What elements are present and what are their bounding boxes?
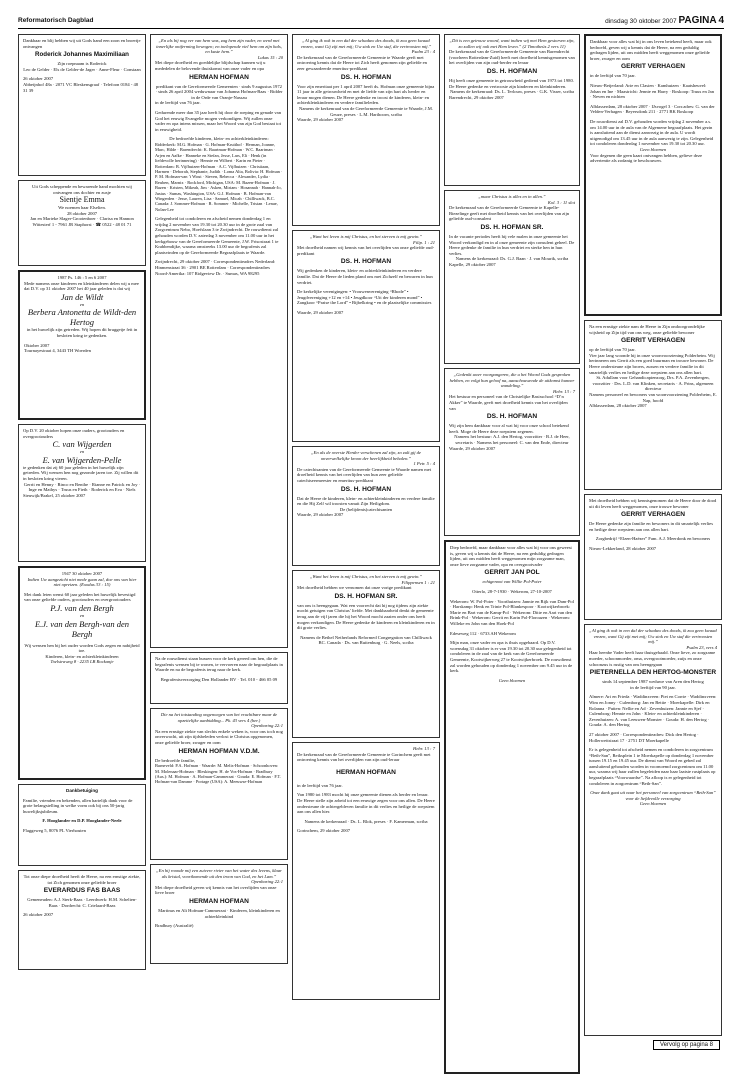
ad-name: GERRIT VERHAGEN [620, 511, 686, 519]
continued-on-page-link[interactable]: Vervolg op pagina 8 [653, 1040, 720, 1050]
page-label: PAGINA [678, 15, 717, 26]
ad-callname: Zijn roepnaam is Roderick [57, 61, 107, 67]
ad-address: Waarde, 29 oktober 2007 [449, 445, 496, 451]
ad-address: Zwijndrecht, 29 oktober 2007 · Correspondentieadres Nederland: Hinmenstraat 36 · 2901 BE Rotterdam · Correspondentieadres Noord-Amerika: 107 Ridgeview Dr. · Sumas, WA 98295 [155, 259, 276, 276]
ad-and: en [79, 449, 85, 455]
thanks-ad-hooglander [18, 784, 146, 866]
ad-text: te gedenken dat zij 60 jaar geleden in het huwelijk zijn getreden. Wij wensen hen nog gezonde jaren toe. Zij willen dit in besloten kring vieren. [23, 464, 139, 481]
ad-signature: De (belijdenis)catechisanten [339, 506, 393, 512]
ad-address: Kapelle, 29 oktober 2007 [449, 261, 496, 267]
ad-body: Voor zijn emeritaat per 1 april 2007 heeft ds. Hofman onze gemeente bijna 11 jaar in alle getrouwheid en met de liefde van zijn hart als herder en leraar mogen dienen. De Heere gedenke en troost de kinderen, klein- en achterkleinkinderen en verdere familieleden. [297, 83, 435, 106]
ad-intro: Uit Gods scheppende en bewarende hand mochten wij ontvangen ons dochter en zusje [32, 184, 132, 195]
ad-note: Geen bloemen [498, 677, 526, 683]
ad-body-2: Gelegenheid tot condoleren en afscheid nemen donderdag 1 en vrijdag 2 november van 19.30 tot 20.30 uur in de grote zaal van Zorgcentrum Nebo, Hoefslaan 3 te Zwijndrecht. De rouwdienst zal gehouden worden D.V. zaterdag 3 november om 11.00 uur in het kerkgebouw van de Gereformeerde Gemeente, J.W. Frisostraat 1 te Krabbendijke, waarna omstreeks 13.00 uur de begrafenis zal plaatsvinden op de Gereformeerde Begraafplaats te Waarde. [155, 216, 279, 255]
ad-name: HERMAN HOFMAN [189, 73, 249, 81]
ad-address: Alblasserdam, 28 oktober 2007 · IJsvogel 3 · Corr.adres: G. van der Velden-Verhagen · Beyersdonk 211 · 2771 BK Boskoop [590, 103, 715, 115]
ad-subtitle: echtgenoot van Willie Pol-Poter [482, 579, 542, 585]
ad-address: Flaggeweg 5, 8076 PL Vierhouten [23, 827, 86, 833]
obituary-ad-barendrecht [444, 34, 580, 186]
ad-verse-ref: Kol. 3 : 11 slot [547, 199, 575, 205]
ad-title: Dankbetuiging [66, 788, 98, 793]
ad-verse: „Want het leven is mij Christus, en het sterven is mij gewin.” [309, 234, 423, 239]
page-info [605, 15, 724, 26]
ad-address: Bradbury (Australië) [155, 923, 194, 929]
column-5 [584, 34, 722, 1040]
ad-body: Wij zijn hem dankbaar voor al wat hij voor onze school betekend heeft. Moge de Heere deze roepstem zegenen. [449, 423, 569, 434]
ad-address: 27 oktober 2007 · Correspondentieadres: Dick den Hertog · Hollerwettstraat 17 · 2751 DT Moerkapelle [589, 731, 699, 743]
ad-intro: De kerkenraad van de Gereformeerde Gemeente te Kapelle-Biezelinge geeft met droefheid kennis van het overlijden van zijn geliefde oud-consulent [449, 205, 570, 222]
ad-family: Gemeneuden: A.J. Sterk-Baas · Leerdwerk: H.M. Schelten-Baas · Dordrecht: C. Crielaard-Baas [27, 897, 137, 908]
ad-date: Oktober 2007 [24, 342, 50, 348]
ad-verse-ref: Psalm 23 : 4 [411, 49, 435, 55]
anniversary-ad-de-wildt [18, 270, 146, 420]
column-2 [150, 34, 288, 968]
anniversary-ad-van-wijgerden [18, 424, 146, 562]
ad-age: in de leeftijd van 70 jaar. [590, 73, 636, 79]
ad-age: op de leeftijd van 70 jaar. [589, 347, 636, 353]
ad-name-1: C. van Wijgerden [52, 439, 112, 450]
ad-intro: Met dank leten wenst 60 jaar geleden het huwelijk bevestigd van onze geliefde ouders, grootouders en overgrootouders [24, 591, 136, 603]
ad-name: DS. H. HOFMAN [486, 413, 538, 421]
ad-verse-ref: Openbaring 22:1 [251, 879, 283, 885]
ad-verse-ref: Psalm 23, vers 4 [686, 644, 717, 650]
ad-family: Almere: Ari en Frieda · Waddinxveen: Piet en Corrie · Waddinxveen: Wim en Jonny · Culemborg: Jan en Bettie · Moerkapelle: Dirk en Rolanna · Putten: Nellie en Ad · Zevenhuizen: Jannie en Sjef · Culemborg: Hennie en John · Klein- en achterkleinkinderen · Zevenhuizen: A. van Leeuwen-Monster · Gouda: H. den Hertog · Gouda: A. den Hertog [589, 694, 717, 728]
ad-name-2: Berbera Antonetta de Wildt-den Hertog [27, 307, 137, 328]
ad-intro: De catechisanten van de Gereformeerde Gemeente te Waarde namen met droefheid kennis van het overlijden van hun zeer geliefde catechiseermeester en emeritus-predikant [297, 466, 432, 483]
ad-age: in de leeftijd van 76 jaar. [155, 100, 201, 106]
ad-intro: De kerkenraad van de Gereformeerde Gemeente van Barendrecht (voorheen Rotterdam-Zuid) heeft met droefheid kennisgenomen van het overlijden van zijn oud-herder en leraar [449, 49, 575, 66]
ad-callname: We noemen haar Elselien. [58, 205, 106, 211]
obituary-ad-herman-hofman-vdm [150, 708, 288, 860]
ad-verse: „En als de overste Herder verschenen zal zijn, zo zult gij de onverwelkelijke kroon der heerlijkheid behalen.” [310, 450, 422, 461]
ad-name: DS. H. HOFMAN [340, 258, 392, 266]
ad-subtitle: predikant van de Gereformeerde Gemeenten · sinds 9 augustus 1972 · sinds 26 april 2004 weduwnaar van Johanna Hofman-Baas · Bidder in de Orde van Oranje-Nassau [155, 83, 283, 100]
obituary-ad-gerrit-verhagen-family [584, 34, 722, 316]
ad-verse: „En hij roonde mij een zuivere rivier van het water des levens, klaar als kristal, voortkomende uit den troon van God, en het Lam.” [156, 868, 282, 879]
ad-list: De kerkelijke verenigingen: • Vrouwenvereniging “Rhode” • Jeugdvereniging +12 en +14 • Jeugdkoor “Uit der kinderen mond” • Zangkoor “Praise the Lord” • Bijbelkring • en de plaatselijke commissies [297, 289, 432, 306]
ad-subtitle: sinds 14 september 1987 weduwe van Aren den Hertog [602, 679, 704, 685]
ad-address: Nieuw-Lekkerland, 28 oktober 2007 [589, 545, 657, 551]
ad-body: Vier jaar lang woonde hij in onze woonvoorziening Polderheim. Wij herinneren ons Gerrit als een goed buurman en trouwe bewoner. De Heere ondersteune zijn broers, zussen en verdere familie in dit smartelijk verlies en heilige deze roepstem aan ons allen hart. [589, 352, 715, 375]
ad-intro: Dankbaar en blij hebben wij uit Gods hand een zoon en broertje ontvangen [23, 38, 141, 49]
ad-address: Wittesterf 1 - 7961 JR Staphorst · ☎ 0522 - 48 01 71 [32, 221, 132, 227]
ad-address: Barendrecht, 29 oktober 2007 [449, 94, 504, 100]
ad-body-2: Voor degenen die geen kaart ontvangen hebben, gelieve deze advertentie als zodanig te beschouwen. [590, 152, 703, 164]
ad-signature: Namens de kerkenraad van de Gereformeerde Gemeente te Waarde, J.M. Geuze, preses · L.M. Harthoorn, scriba [299, 105, 433, 117]
ad-intro: Met droefheid hebben we vernomen dat onze vorige predikant [297, 585, 412, 591]
ad-verse-ref: Hebr. 13 : 7 [553, 388, 575, 394]
ad-name: GERRIT VERHAGEN [620, 337, 686, 345]
ad-intro: Met droefheid hebben wij kennisgenomen dat de Heere door de dood uit dit leven heeft weggenomen, onze trouwe bewoner [589, 498, 717, 509]
column-1 [18, 34, 146, 974]
ad-signature: Namens de kerkenraad: Ds. G.J. Baan · J. van Mourik, scriba [455, 256, 569, 262]
ad-thanks: Onze dank gaat uit naar het personeel van zorgcentrum “Beth-San” voor de liefdevolle verzorging [590, 790, 716, 801]
ad-intro: Op D.V. 20 oktober hopen onze ouders, grootouders en overgrootouders [23, 428, 125, 439]
ad-date: 26 oktober 2007 [23, 76, 54, 82]
ad-body: De Heere gedenke zijn familie en bewoners in dit smartelijk verlies en heilige deze roepstem aan ons allen hart. [589, 521, 713, 532]
ad-signature: Zorgbedrijf “Elzen-Haëzer” Fam. A.J. Meerdonk en bewoners [595, 536, 711, 542]
ad-address: Toelstraweg 8 · 2235 LB Rockanje [50, 659, 114, 665]
obituary-ad-den-hertog-monster [584, 624, 722, 1036]
ad-subtitle: Martinus en Ali Hofman-Cammeraat · Kinderen, kleinkinderen en achterkleinkind [158, 907, 280, 919]
obituary-ad-chilliwack [292, 570, 440, 738]
ad-intro: Dankbaar voor alles wat hij in ons leven betekend heeft, maar ook bedroefd, geven wij u kennis dat de Heere, na een geduldig gedragen lijden, uit ons midden heeft weggenomen onze geliefde broer, zwager en oom [590, 39, 712, 61]
ad-verse-ref: Filippensen 1 : 21 [401, 579, 435, 585]
anniversary-ad-van-den-bergh [18, 566, 146, 780]
ad-family: Ridderkerk: M.G. Hofman · G. Hofman-Kruithof · Herman, Joanne, Marc, Hilde · Barendrecht: K. Baartman-Hofman · W.C. Baartman · Arjen en Aafke · Hanneke en Stefan, Jesse, Lars, Eli · Henk (in liefdevolle herinnering) · Hennie en Wilbert · Karin en Pieter · Rotterdam: B. Vijfhuizen-Hofman · A.C. Vijfhuizen · Christiaan, Harmen · Deborah, Stephanie, Judith · Loma Alta, Bolivia: H. Hofman · P. M. Hofman-van ’t Wout · Steven, Rebecca · Alexander, Lydia · Reuben, Marnix · Rockford, Michigan, USA: M. Bazen-Hofman · J. Bazen · Kristen, Mikeah, Jim · Asken, Miriam · Hosannah · Hannah-Jo, Justus · Sumas, Washington, USA: G.J. Hofman · B. Hofman-van Wingerden · Jesse, Lauren, Lisa · Samuel, Micah · Chilliwack, B.C. Canada: J. Sommer-Hofman · R. Sommer · Michelle, Tristan · Lenae, Nolan-Lee [155, 141, 283, 212]
ad-address: Waarde, 29 oktober 2007 [297, 512, 344, 518]
ad-note: Geen bloemen [639, 146, 667, 152]
ad-body: In de vacante periodes heeft hij vele malen in onze gemeente het Woord verkondigd en in al onze gemeente zijn consulent geheel. De Heere gedenke de familie in hun verdriet en sterke hen in hun verlies. [449, 233, 575, 256]
ad-family: Wekerom: W. Pol-Poter · Voorthuizen: Jannie en Rijk van Dam-Pol · Harskamp: Henk en Trinie Pol-Blankespoor · Kootwijkerbroek: Marie en Bart van de Kamp-Pol · Wekerom: Ditte en Aart van den Brink-Pol · Wekerom: Gerrit en Karin Pol-Floroazen · Wekerom: Willeke en John van den Hoek-Pol [450, 598, 574, 626]
ad-intro: De kerkenraad van de Gereformeerde Gemeente te Waarde geeft met ontroering kennis dat de Heere tot Zich heeft genomen zijn geliefde en zeer gewaardeerde emeritus-predikant [297, 54, 427, 71]
ad-intro: Het bestuur en personeel van de Christelijke Basisschool “D’n Akker” te Waarde, geeft met droefheid kennis van het overlijden van [449, 394, 568, 411]
ad-name-2: E. van Wijgerden-Pelle [42, 454, 122, 465]
ad-signature: St. Adullam voor Gehandicaptenzorg, Drs. P.A. Zevenbergen, voorzitter · Drs. L.D. van Klinken, secretaris · A. Prins, algemeen directeur [592, 375, 714, 392]
ad-signature-2: Namens personeel en bewoners van woonvoorziening Polderheim, E. Nap, hoofd [589, 391, 717, 403]
ad-verse-ref: Lukas 15 : 20 [257, 54, 283, 60]
ad-address: Edeseweg 112 · 6733 AH Wekerom [450, 630, 516, 636]
ad-address: Waarde, 29 oktober 2007 [297, 117, 344, 123]
obituary-ad-adullam [584, 320, 722, 490]
ad-address: Tournayestraat 4, 3443 TH Woerden [24, 348, 91, 354]
ad-name: DS. H. HOFMAN SR. [480, 223, 544, 231]
ad-verse-ref: Openbaring 22:1 [251, 723, 283, 729]
ad-name: HERMAN HOFMAN [336, 768, 396, 776]
obituary-ad-gorinchem [292, 742, 440, 1000]
ad-family: Barneveld: P.A. Hofman · Waarde: M. Melis-Hofman · Schoonhoven: M. Molenaar-Hofman · Bleskingen: H. de Vos-Hofman · Bradbury (Aus.): M. Hofman · A. Hofman-Cammeraat · Gouda: E. Hofman · F.T. Hofman-van Damme · Portage (USA): A. Meeuwse-Hofman [155, 763, 282, 785]
column-3 [292, 34, 440, 1004]
ad-name: EVERARDUS FAS BAAS [43, 887, 121, 895]
birth-ad-roderick [18, 34, 146, 176]
ad-body: Van 1980 tot 1983 mocht hij onze gemeente dienen als herder en leraar. De Heere stelle zijn arbeid tot een eeuwige zegen voor ons allen. De Heere ondersteune de achtergebleven familie in dit verlies en heilige de roepstem aan ons allen hier. [297, 792, 435, 815]
ad-date: 28 oktober 2007 [66, 210, 98, 216]
ad-years: 1947 30 oktober 2007 [61, 571, 103, 576]
ad-family: Leo de Gelder · Els de Gelder-de Jager · Anne-Fleur · Constaan [23, 66, 141, 72]
ad-intro: Met diepe droefheid en goeddelijke blijdschap kunnen wij u mededelen de belovende thuiskomst van onze vader en opa [155, 60, 266, 71]
ad-family: Nieuw-Beijerland: Arie en Clasien · Kamhuizen · Kaatsheuvel: Johan en Ine · Maastricht: Jennie en Harry · Boskoop: Truus en Jan · Neven en nichten [590, 82, 715, 100]
ad-age: in de leeftijd van 90 jaar. [630, 684, 676, 690]
obituary-ad-herman-hofman-family [150, 34, 288, 648]
ad-text: Na de rouwdienst staan bussen voor de kerk gereed om hen, die de begrafenis wensen bij te wonen, te vervoeren naar de begraafplaats in Waarde en na de begrafenis terug naar de kerk. [155, 656, 283, 673]
ad-intro: Met droefheid namen wij kennis van het overlijden van onze geliefde oud-predikant [297, 245, 435, 256]
ad-and: en [79, 301, 85, 307]
ad-family: Gerrit en Henny · Rinco en Benthe · Rianne en Patrick en Joy · Inge en Mathys · Truus en Fieth · Roderick en Eva · Niels [23, 481, 141, 493]
ad-intro: Haar heenbe Vader heeft haar thuisgehaald. Onze lieve, zo zorgzame moeder, schoonmoeder, oma, overgrootmoeder, zuijs en onze schoonzus is rustig van ons heengegaan [589, 650, 716, 667]
ad-intro: Mede namens onze kinderen en kleinkinderen delen wij u mee dat D.V. op 31 oktober 2007 het 40 jaar geleden is dat wij [24, 280, 139, 292]
ad-intro: Na een ernstige ziekte nam de Heere in Zijn ondoorgrondelijke wijsheid op Zijn tijd van ons weg, onze geliefde bewoner [589, 324, 705, 335]
ad-date: 26 oktober 2007 [23, 912, 54, 918]
obituary-ad-catechisanten [292, 446, 440, 566]
ad-name: HERMAN HOFMAN V.D.M. [178, 747, 260, 755]
ad-text: Wij wensen hen bij het ouder worden Gods zegen en nabijheid toe. [24, 642, 140, 654]
ad-family-title: De bedroefde kinderen, klein- en achterkleinkinderen: [169, 136, 269, 142]
ad-name: GERRIT VERHAGEN [620, 63, 686, 71]
paper-name: Reformatorisch Dagblad [18, 17, 94, 24]
ad-age: in de leeftijd van 76 jaar. [297, 782, 343, 788]
ad-intro: De kerkenraad van de Gereformeerde Gemeente te Gorinchem geeft met ontroering kennis van het overlijden van zijn oud-leraar [297, 751, 431, 763]
ad-intro: Tot onze diepe droefheid heeft de Heere, na een ernstige ziekte, tot Zich genomen onze geliefde broer [23, 874, 141, 885]
ad-name: Sientje Emma [59, 195, 105, 205]
obituary-ad-elzen-haezer [584, 494, 722, 620]
ad-body: De rouwdienst zal D.V. gehouden worden vrijdag 2 november a.s. om 14.00 uur in de aula van de Algemene begraafplaats. Het gezin is aansluitend aan de dienst aanwezig in de aula. U wordt uitgenodigd om 13.45 uur in de aula aanwezig te zijn. Gelegenheid tot condoleren donderdag 1 november van 19.30 tot 20.30 uur. [590, 118, 714, 147]
ad-intro: Diep bedroefd, maar dankbaar voor alles wat hij voor ons geweest is, geven wij u kennis dat de Heere, na een geduldig gedragen lijden, uit ons midden heeft weggenomen mijn zorgzame man, onze lieve zorgzame vader, opa en overgrootvader [450, 545, 572, 567]
ad-note: Geen bloemen [639, 801, 667, 807]
ad-and: en [79, 612, 85, 618]
obituary-ad-herman-hofman-australia [150, 864, 288, 964]
ad-address: Begrafenisverzorging Den Hollander BV · Tel. 010 - 466 05 09 [160, 676, 278, 682]
ad-verse: „En als bij nog ver van hem was, zag hem zijn vader, en werd met innerlijke ontferming bewogen; en toelopende viel hem om zijn hals, en kuste hem.” [156, 38, 282, 55]
ad-name: HERMAN HOFMAN [189, 897, 249, 905]
ad-verse-ref: 1 Petr. 5 : 4 [413, 461, 435, 467]
ad-family: Kinderen, klein- en achterkleinkinderen [45, 653, 119, 659]
ad-signature: Namens de kerkenraad · Ds. L. Blok, preses · F. Kamerman, scriba [304, 818, 428, 824]
ad-verse: „Al ging ik ook in een dal der schaduw des doods, ik zou geen kwaad vrezen, want Gij zijt met mij; Uw stok en Uw staf, die vertroosten mij.” [300, 38, 432, 49]
ad-parents: Jan en Marieke Slager-Grootenboer · Clarisa en Hannon [30, 216, 134, 222]
ad-name-1: Jan de Wildt [60, 291, 104, 302]
ad-name-1: P.J. van den Bergh [50, 602, 114, 613]
ad-signature: Namens het bestuur: A.J. den Hertog, voorzitter · B.J. de Heer, secretaris · Namens het personeel: C. van den Ende, directeur [454, 434, 570, 445]
ad-text: in het huwelijk zijn getreden. Wij hopen dit bruggetje feit in besloten kring te gedenken. [26, 327, 138, 338]
ad-verse: Indien Uw aangezicht niet mede gaan zal, doe ons van hier niet opreizen. (Exodus 33 : 15) [27, 576, 137, 588]
obituary-ad-kapelle [444, 190, 580, 364]
ad-family-title: De bedroefde familie, [155, 757, 196, 763]
ad-name: DS. H. HOFMAN SR. [334, 592, 398, 600]
ad-verse: „Want het leven is mij Christus, en het sterven is mij gewin.” [309, 574, 423, 579]
birth-ad-sientje [18, 180, 146, 266]
ad-address: Waarde, 29 oktober 2007 [297, 309, 344, 315]
obituary-ad-baas [18, 870, 146, 970]
ad-verse: „Dit is een getrouw woord, want indien wij met Hem gestorven zijn, zo zullen wij ook met Hem leven.” (2 Timotheüs 2 vers 11) [449, 38, 575, 49]
ad-intro: Met diepe droefheid geven wij kennis van het overlijden van onze lieve broer [155, 884, 277, 896]
ad-body: Wij gedenken de kinderen, klein- en achterkleinkinderen en verdere familie. Dat de Heere de lieden pland ons met Zichzelf en bewaren in hun verdriet. [297, 268, 433, 285]
obituary-ad-kerkenraad-waarde [292, 34, 440, 226]
ad-name: DS. H. HOFMAN [486, 67, 538, 75]
ad-address: Alblasserdam, 28 oktober 2007 [589, 403, 647, 409]
ad-verse: „maar Christus is alles en in allen.” [478, 194, 546, 199]
ad-name: DS. H. HOFMAN [340, 485, 392, 493]
ad-dates: Otterlo, 28-7-1930 · Wekerom, 27-10-2007 [472, 588, 552, 594]
ad-body: Mijn man, onze vader en opa is thuis opgebaard. Op D.V. woensdag 31 oktober is er van 19.30 tot 20.30 uur gelegenheid tot condoleren in de zaal van de kerk van de Gereformeerde Gemeente, Kootwijkerweg 27 te Kootwijkerbroek. De rouwdienst zal worden gehouden op donderdag 1 november om 9.45 uur in de kerk. [450, 640, 573, 674]
ad-name: GERRIT JAN POL [484, 569, 540, 577]
ad-signature: Namens de kerkenraad: Ds. L. Terlouw, preses · G.K. Visser, scriba [449, 89, 575, 95]
ad-verse: „Al ging ik ook in een dal der schaduw des doods, ik zou geen kwaad vrezen, want Gij zijt met mij; Uw stok en Uw staf die vertroosten mij.” [589, 628, 717, 645]
ad-verse: Die na het totstanding ongenoegen van het vruchtbare maar de opzettelijke aanbidding... Pk. 43 vers 4 (her.) [160, 712, 278, 723]
obituary-ad-school-waarde [444, 368, 580, 536]
ad-verse-ref: Filip. 1 : 21 [413, 239, 435, 245]
ad-address: Abbeijnhof 48a · 2071 VC Bleskensgraaf · Telefoon 0184 - 48 31 39 [23, 81, 139, 93]
ad-name-2: E.J. van den Bergh-van den Bergh [34, 618, 130, 639]
column-4 [444, 34, 580, 1078]
ad-verse-ref: Hebr. 13 : 7 [413, 746, 435, 751]
ad-address: Gorinchem, 29 oktober 2007 [297, 828, 351, 834]
ad-address: Sieuwijk/Brakel, 25 oktober 2007 [23, 492, 86, 498]
ad-text: Familie, vrienden en bekenden, allen hartelijk dank voor de grote belangstelling in welke vorm ook bij ons 50-jarig huwelijksjubileum. [23, 797, 133, 814]
ad-body: Dat de Heere de kinderen, klein- en achterkleinkinderen en verdere familie en die Hij Zelf wil troosten vanuit Zijn Heiligdom. [297, 495, 435, 507]
ad-signature: Namens de Bethel Netherlands Reformed Congregation van Chilliwack BC. Canada · Ds. van Ruitenburg · G. Neels, scriba [300, 634, 432, 646]
ad-years: 1987 Ps. 146 : 5 en 6 2007 [57, 275, 107, 280]
notice-ad-transport [150, 652, 288, 704]
ad-name: Roderick Johannes Maximiliaan [35, 51, 129, 59]
obituary-ad-gerrit-jan-pol [444, 540, 580, 1074]
ad-verse: „Gedenkt uwer voorgangeren, die u het Woord Gods gesproken hebben, en volgt hun geloof na, aanschouwende de uitkomst hunner wandeling.” [449, 372, 575, 389]
ad-body: Gedurende meer dan 35 jaar heeft hij door de roeping en genade van God het eeuwig Evangelie mogen verkondigen. Wij zullen onze vader en opa intens missen, maar het Woord van zijn God bestaat tot in eeuwigheid. [155, 109, 282, 132]
ad-name: PIETERNELLA DEN HERTOG-MONSTER [589, 669, 717, 677]
ad-body: Er is gelegenheid tot afscheid nemen en condoleren in zorgcentrum “Beth-San”, Reiksplein 1 te Moerkapelle op donderdag 1 november tussen 19.15 en 19.45 uur. De dienst van Woord en gebed zal aansluitend gehouden worden in voornoemd zorgcentrum om 11.00 uur, waarna wij haar zullen begeleiden naar haar laatste rustplaats op begraafplaats “Voorwaardse”. Na afloop is er gelegenheid tot condoleren in zorgcentrum “Beth-San”. [589, 747, 716, 786]
ad-body: Hij heeft onze gemeente in getrouwheid gediend van 1973 tot 1980. De Heere gedenke en vertrooste zijn kinderen en kleinkinderen. [449, 77, 574, 89]
page-number: 4 [718, 15, 724, 26]
ad-names: F. Hooglander en D.P. Hooglander-Neele [42, 818, 122, 824]
issue-date: dinsdag 30 oktober 2007 [605, 18, 677, 25]
ad-name: DS. H. HOFMAN [340, 73, 392, 81]
ad-body: van ons is heengegaan. Wat een voorrecht dat hij nog tijdens zijn ziekte mocht getuigen van Christus’ liefde. Met dankbaarheid denkt de gemeente terug aan de vijf jaren die hij het Woord mocht zaaien onder ons heeft mogen verkondigen. De Heere gedenke de kinderen en kleinkinderen en in dit grote verlies. [297, 602, 435, 631]
obituary-ad-verenigingen-waarde [292, 230, 440, 442]
page-header [18, 12, 724, 29]
ad-intro: Na een ernstige ziekte van slechts enkele weken is, voor ons toch nog onverwacht, uit zijn tijdsbeleden verlost te Christus opgenomen, onze geliefde broer, zwager en oom [155, 728, 283, 745]
